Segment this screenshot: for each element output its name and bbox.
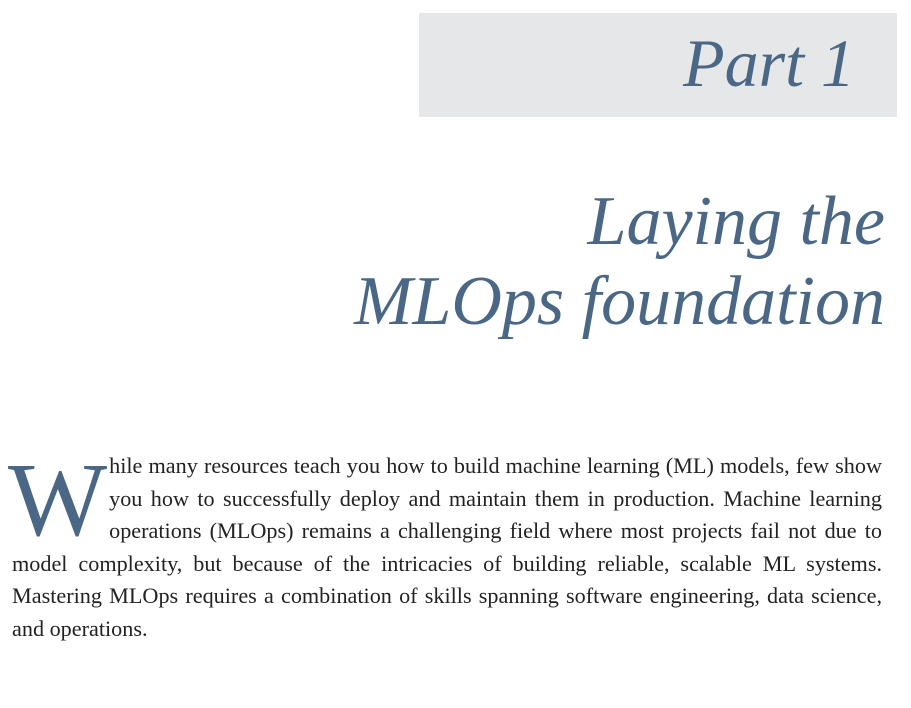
intro-paragraph bbox=[8, 441, 882, 645]
part-title-line-1: Laying the bbox=[587, 183, 885, 260]
part-title-line-2: MLOps foundation bbox=[354, 263, 885, 340]
drop-cap: W bbox=[8, 441, 108, 558]
part-label: Part 1 bbox=[683, 25, 855, 101]
part-banner bbox=[419, 13, 897, 117]
part-title bbox=[354, 182, 885, 342]
intro-text: hile many resources teach you how to build machine learning (ML) models, few show you how to successfully deploy and maintain them in production. Machine learning operations (MLOps) remains a challenging field where most projects fail not due to model complexity, but because of the intricacies of building reliable, scalable ML systems. Mastering MLOps requires a combination of skills spanning software engineering, data science, and operations. bbox=[12, 453, 882, 641]
